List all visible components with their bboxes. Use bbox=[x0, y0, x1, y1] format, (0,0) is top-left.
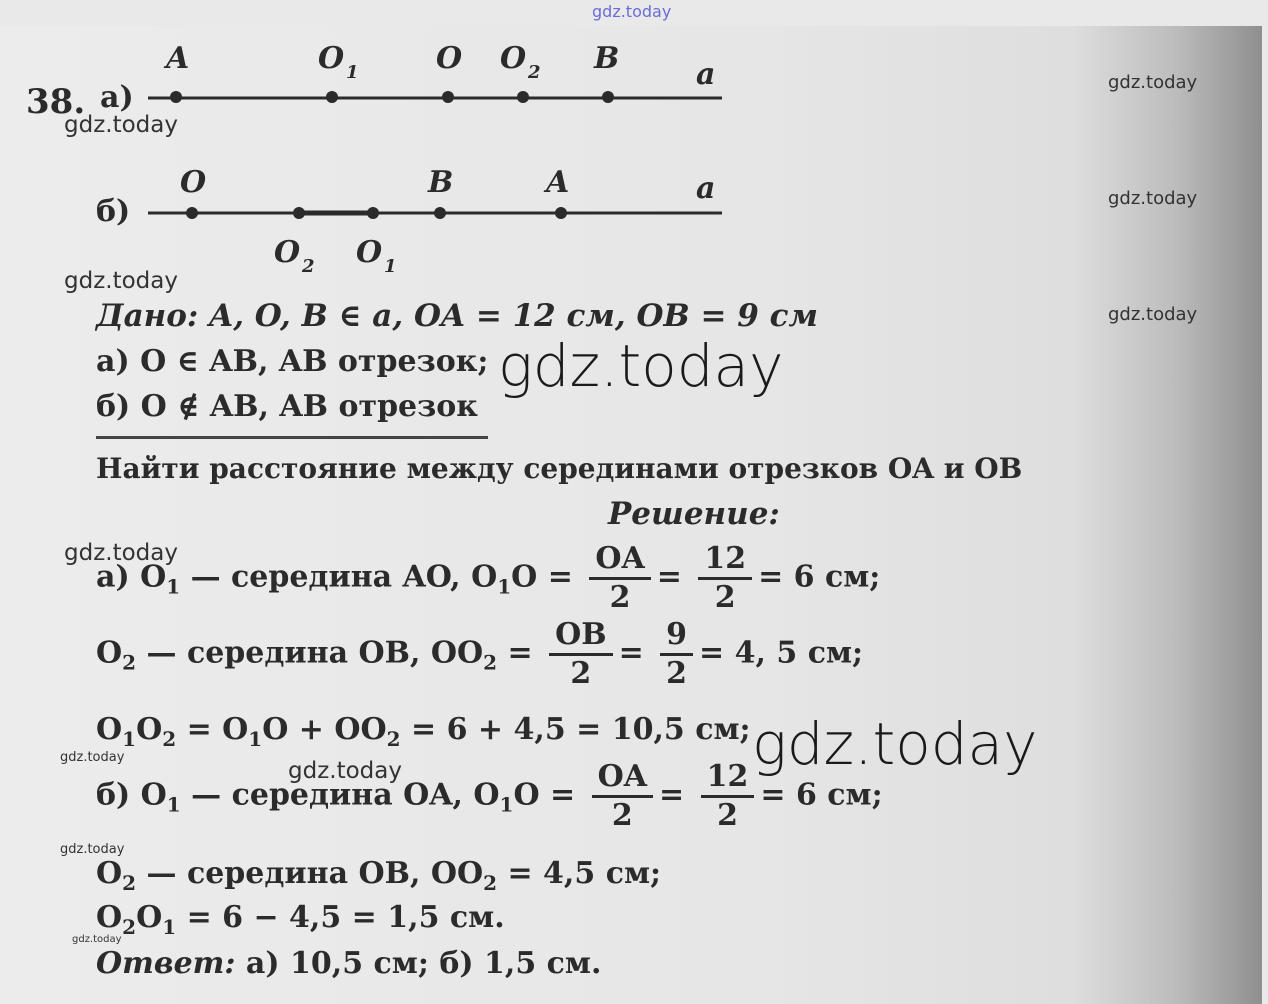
label-A: A bbox=[546, 165, 570, 200]
diagram-b bbox=[0, 150, 760, 280]
problem-number: 38. bbox=[26, 82, 86, 122]
label-O1-sub: 1 bbox=[346, 62, 359, 83]
label-O2: O bbox=[500, 41, 527, 76]
point-O2 bbox=[517, 91, 529, 103]
given-underline bbox=[96, 436, 488, 439]
label-O2: O bbox=[274, 235, 301, 270]
watermark: gdz.today bbox=[1108, 304, 1198, 325]
solution-a-line1: а) $O_1$ — середина AO, $O_1O$ = $\frac{OA}{2}$ = $\frac{12}{2}$ = 6 см; bbox=[96, 541, 881, 615]
label-a: a bbox=[696, 171, 716, 206]
solution-a-line2: $O_2$ — середина OB, $OO_2$ = $\frac{OB}{2}$ = $\frac{9}{2}$ = 4, 5 см; bbox=[96, 617, 864, 691]
watermark-top: gdz.today bbox=[592, 2, 672, 21]
fraction-12-2: $\frac{12}{2}$ bbox=[701, 762, 755, 831]
label-O: O bbox=[180, 165, 207, 200]
solution-a-line3: $O_1O_2 = O_1O + OO_2 = 6 + 4,5 = 10,5$ см; bbox=[96, 712, 751, 751]
point-O1 bbox=[326, 91, 338, 103]
watermark: gdz.today bbox=[752, 710, 1038, 778]
solution-b-line2: $O_2$ — середина OB, $OO_2 = 4,5$ см; bbox=[96, 856, 662, 895]
answer-text: а) 10,5 см; б) 1,5 см. bbox=[235, 946, 602, 981]
fraction-ob-2: $\frac{OB}{2}$ bbox=[549, 620, 613, 689]
label-O1: O bbox=[318, 41, 345, 76]
label-a: a bbox=[696, 57, 716, 92]
part-b-label: б) bbox=[96, 194, 131, 229]
label-A: A bbox=[166, 41, 190, 76]
point-B bbox=[434, 207, 446, 219]
point-O1 bbox=[367, 207, 379, 219]
point-B bbox=[602, 91, 614, 103]
solution-b-line1: б) $O_1$ — середина OA, $O_1O$ = $\frac{OA}{2}$ = $\frac{12}{2}$ = 6 см; bbox=[96, 759, 883, 833]
answer-line bbox=[96, 946, 601, 981]
fraction-12-2: $\frac{12}{2}$ bbox=[698, 544, 752, 613]
given-line: Дано: A, O, B ∈ a, OA = 12 см, OB = 9 см bbox=[96, 298, 818, 334]
point-O bbox=[442, 91, 454, 103]
part-a-label: а) bbox=[100, 80, 134, 115]
watermark: gdz.today bbox=[64, 268, 178, 294]
watermark: gdz.today bbox=[60, 842, 125, 857]
point-O bbox=[186, 207, 198, 219]
label-O1-sub: 1 bbox=[384, 256, 397, 277]
watermark: gdz.today bbox=[1108, 188, 1198, 209]
point-A bbox=[170, 91, 182, 103]
label-B: B bbox=[428, 165, 454, 200]
watermark: gdz.today bbox=[72, 934, 122, 945]
watermark: gdz.today bbox=[288, 758, 402, 784]
fraction-9-2: $\frac{9}{2}$ bbox=[660, 620, 693, 689]
watermark: gdz.today bbox=[64, 540, 178, 566]
answer-label: Ответ: bbox=[96, 946, 236, 981]
solution-b-line3: $O_2O_1 = 6 - 4,5 = 1,5$ см. bbox=[96, 900, 505, 939]
watermark: gdz.today bbox=[60, 750, 125, 765]
fraction-oa-2: $\frac{OA}{2}$ bbox=[592, 762, 653, 831]
watermark: gdz.today bbox=[498, 332, 784, 400]
fraction-oa-2: $\frac{OA}{2}$ bbox=[589, 544, 650, 613]
label-O2-sub: 2 bbox=[528, 62, 541, 83]
watermark: gdz.today bbox=[64, 112, 178, 138]
point-A bbox=[555, 207, 567, 219]
label-O1: O bbox=[356, 235, 383, 270]
label-B: B bbox=[594, 41, 620, 76]
label-O2-sub: 2 bbox=[302, 256, 315, 277]
watermark: gdz.today bbox=[1108, 72, 1198, 93]
solution-title: Решение: bbox=[608, 496, 780, 532]
point-O2 bbox=[293, 207, 305, 219]
task-text: Найти расстояние между серединами отрезков OA и OB bbox=[96, 452, 1023, 485]
label-O: O bbox=[436, 41, 463, 76]
given-case-b: б) O ∉ AB, AB отрезок bbox=[96, 389, 478, 424]
given-case-a: а) O ∈ AB, AB отрезок; bbox=[96, 344, 489, 379]
